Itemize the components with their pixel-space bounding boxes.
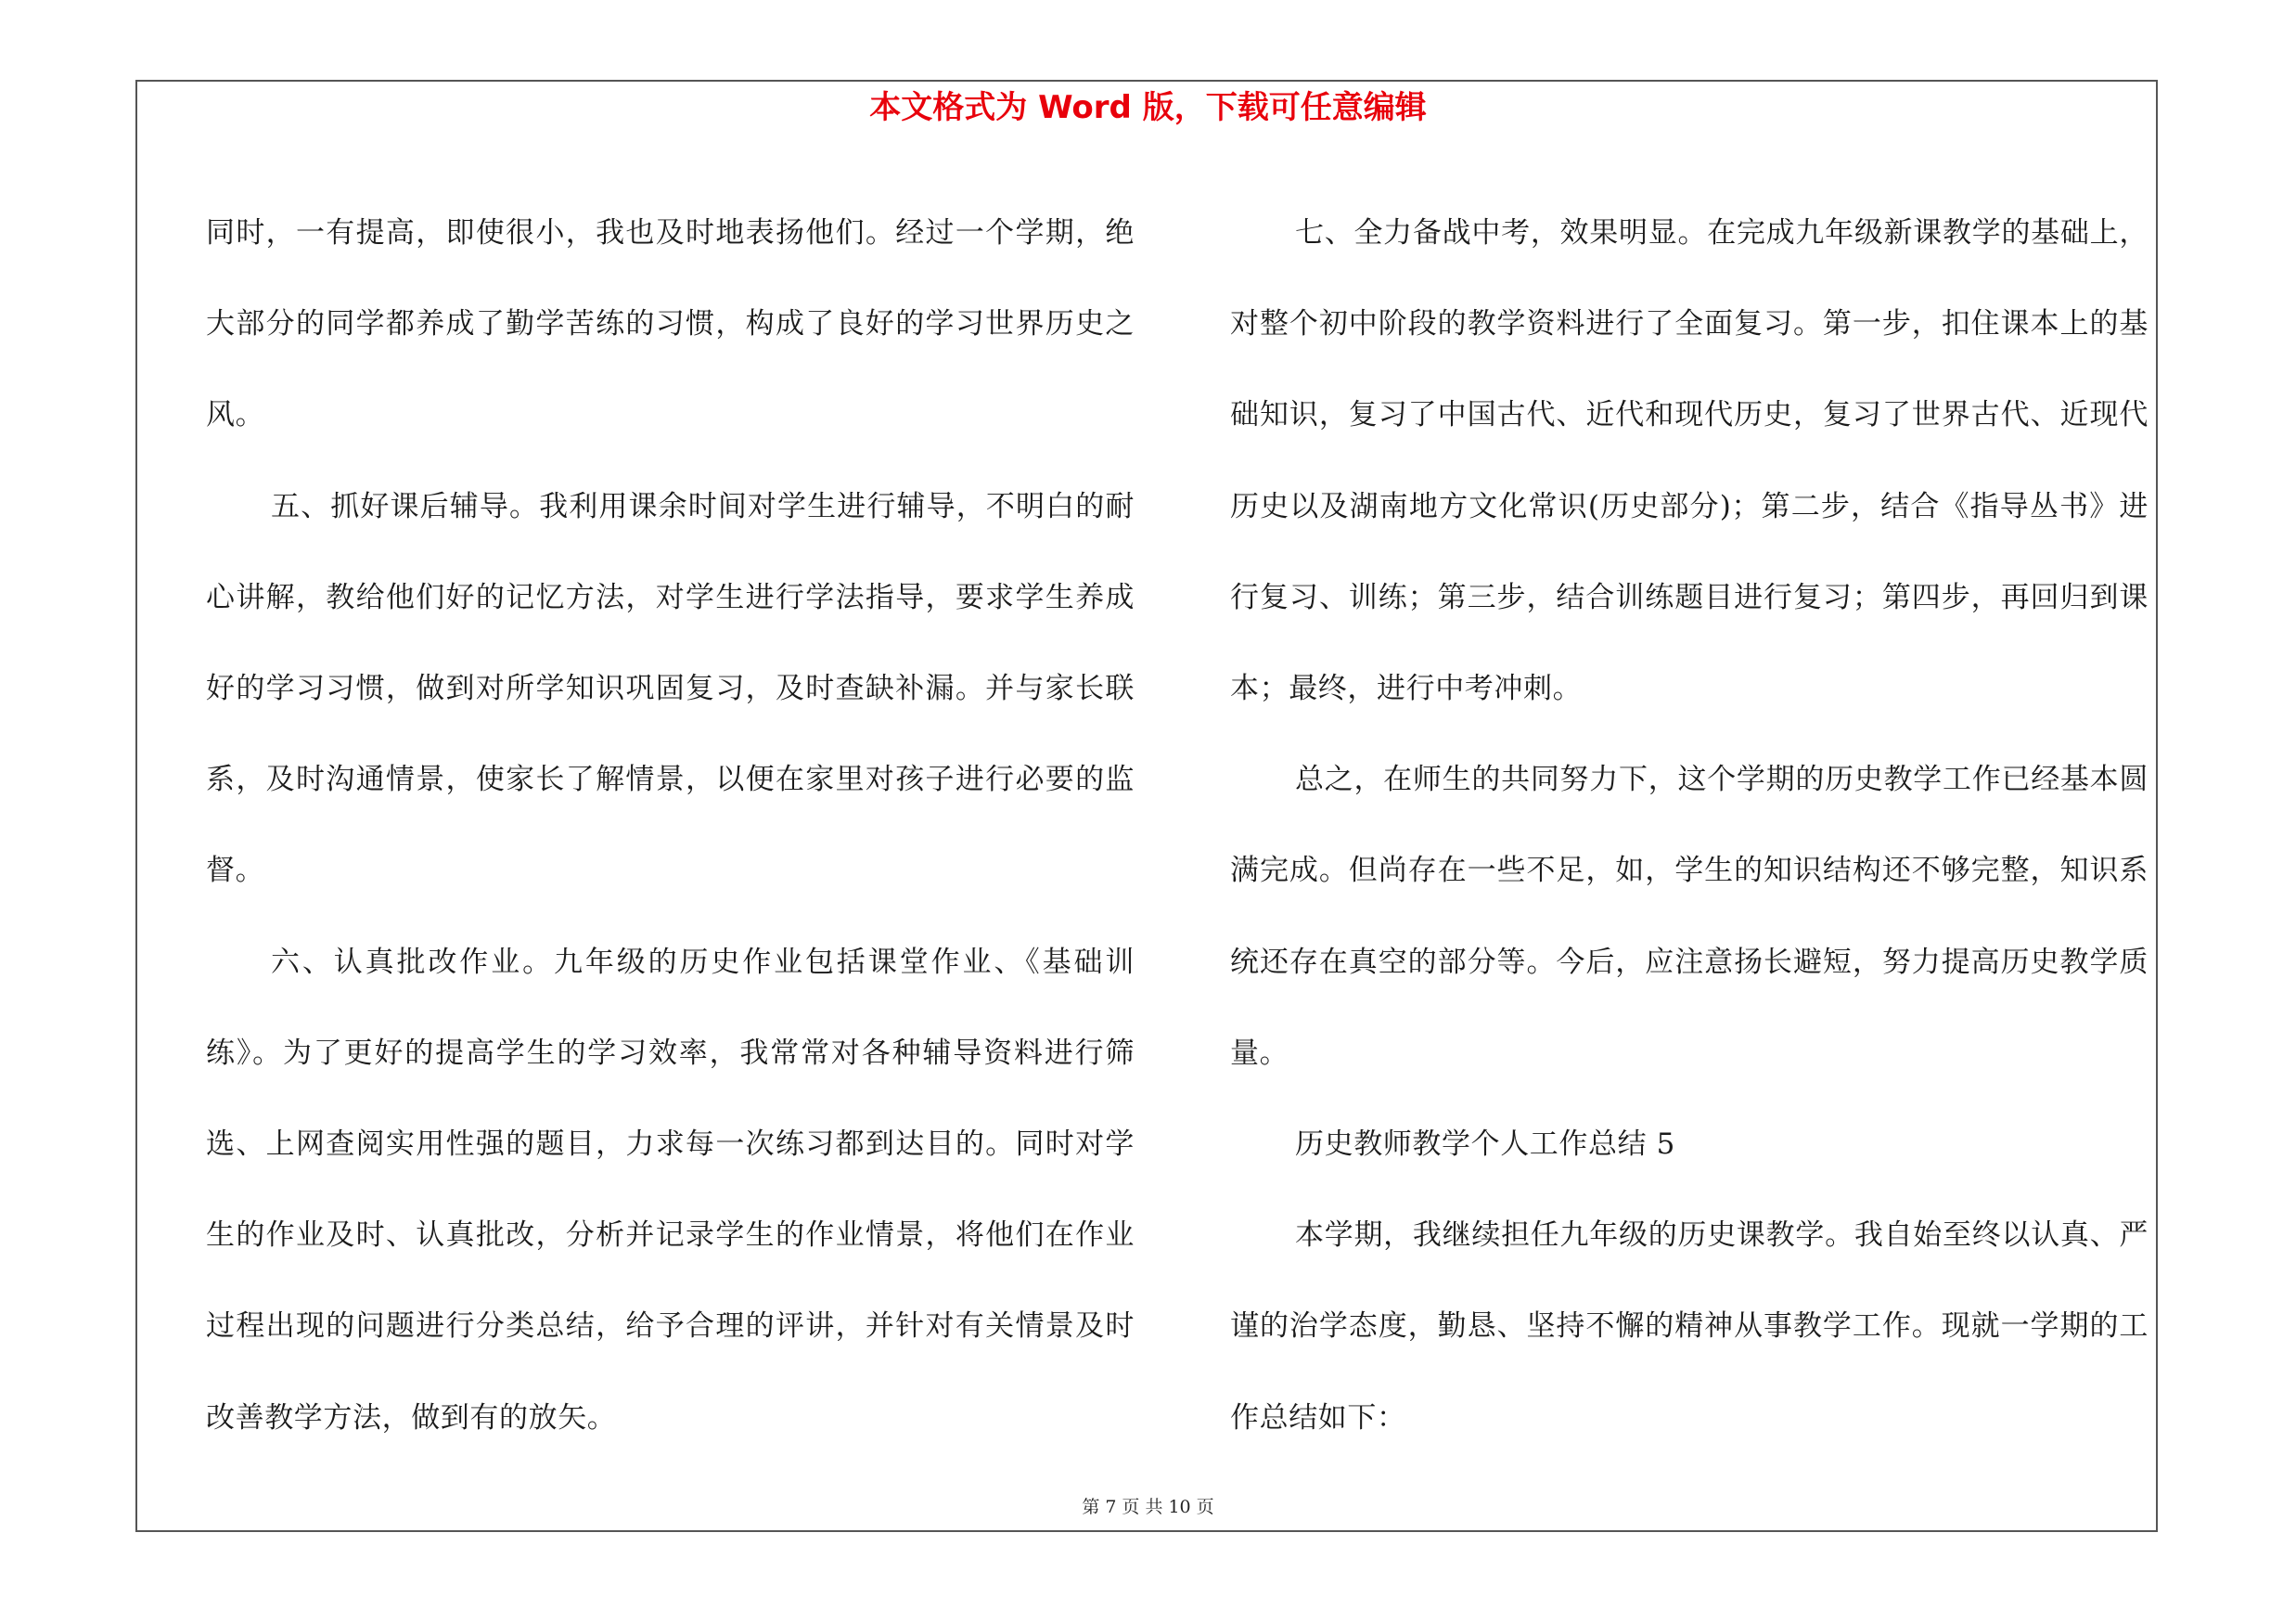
paragraph-section-five: 五、抓好课后辅导。我利用课余时间对学生进行辅导，不明白的耐心讲解，教给他们好的记忆方法，对学生进行学法指导，要求学生养成好的学习习惯，做到对所学知识巩固复习，及时查缺补漏。并与家长联系，及时沟通情景，使家长了解情景，以便在家里对孩子进行必要的监督。: [206, 489, 1135, 888]
left-column: [206, 187, 1135, 1463]
footer-suffix: 页: [1196, 1497, 1214, 1517]
paragraph-section-six: 六、认真批改作业。九年级的历史作业包括课堂作业、《基础训练》。为了更好的提高学生的学习效率，我常常对各种辅导资料进行筛选、上网查阅实用性强的题目，力求每一次练习都到达目的。同时对学生的作业及时、认真批改，分析并记录学生的作业情景，将他们在作业过程出现的问题进行分类总结，给予合理的评讲，并针对有关情景及时改善教学方法，做到有的放矢。: [206, 945, 1135, 1435]
paragraph-section-seven: 七、全力备战中考，效果明显。在完成九年级新课教学的基础上，对整个初中阶段的教学资料进行了全面复习。第一步，扣住课本上的基础知识，复习了中国古代、近代和现代历史，复习了世界古代、近现代历史以及湖南地方文化常识(历史部分)；第二步，结合《指导丛书》进行复习、训练；第三步，结合训练题目进行复习；第四步，再回归到课本；最终，进行中考冲刺。: [1230, 216, 2148, 706]
paragraph-continuation: 同时，一有提高，即使很小，我也及时地表扬他们。经过一个学期，绝大部分的同学都养成了勤学苦练的习惯，构成了良好的学习世界历史之风。: [206, 216, 1135, 432]
footer-total-pages: 10: [1168, 1497, 1191, 1517]
paragraph-summary-5-intro: 本学期，我继续担任九年级的历史课教学。我自始至终以认真、严谨的治学态度，勤恳、坚持不懈的精神从事教学工作。现就一学期的工作总结如下：: [1230, 1218, 2148, 1435]
page-number-footer: [0, 1496, 2296, 1518]
footer-prefix: 第: [1082, 1497, 1100, 1517]
section-heading-summary-5: 历史教师教学个人工作总结 5: [1295, 1127, 1675, 1162]
footer-middle: 页 共: [1122, 1497, 1163, 1517]
right-column: [1230, 187, 2148, 1463]
format-notice-banner: 本文格式为 Word 版，下载可任意编辑: [869, 89, 1427, 126]
footer-current-page: 7: [1105, 1497, 1117, 1517]
paragraph-conclusion: 总之，在师生的共同努力下，这个学期的历史教学工作已经基本圆满完成。但尚存在一些不足，如，学生的知识结构还不够完整，知识系统还存在真空的部分等。今后，应注意扬长避短，努力提高历史教学质量。: [1230, 763, 2148, 1070]
